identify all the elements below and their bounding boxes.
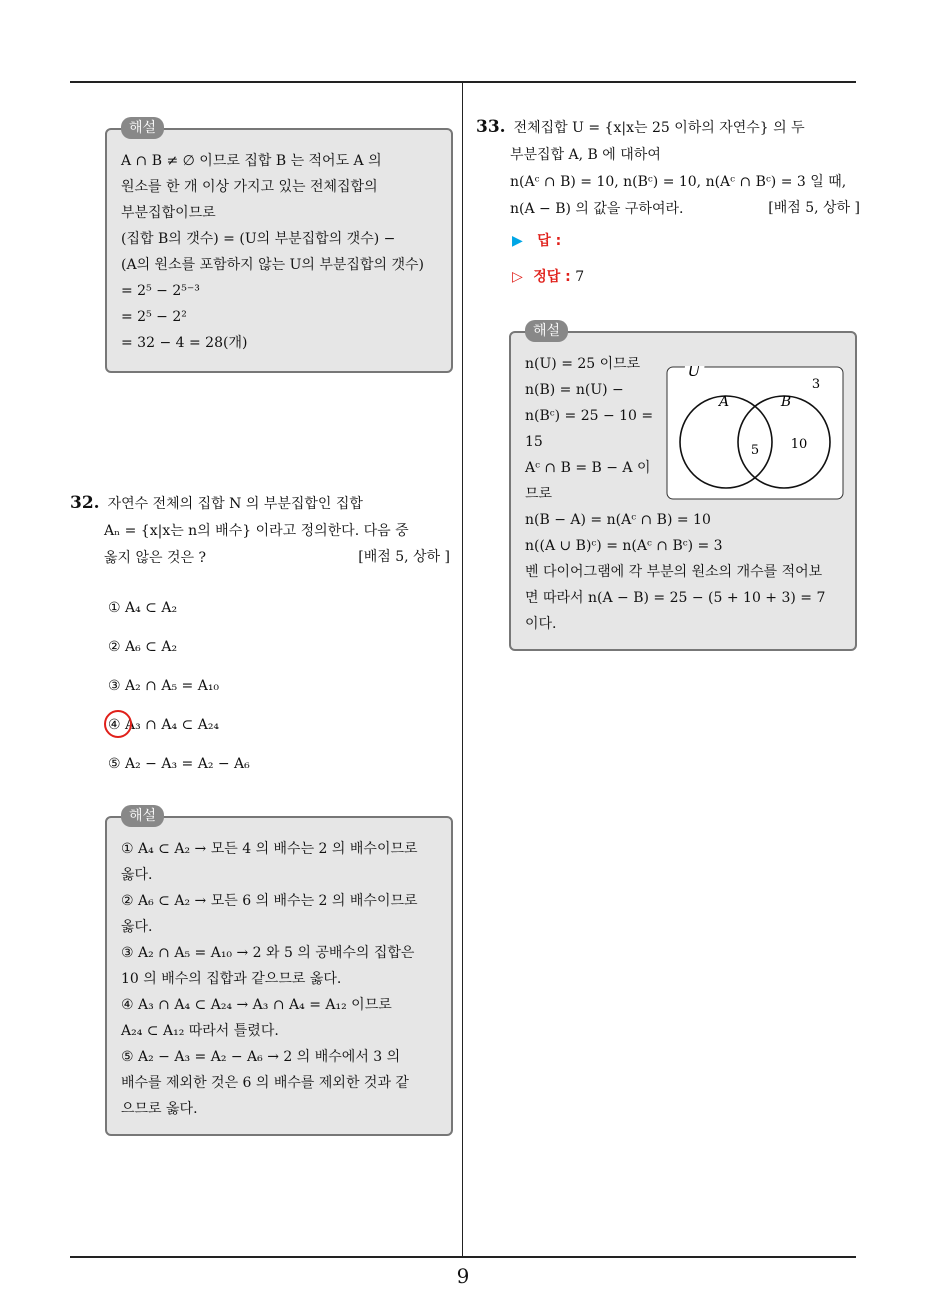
set-b-label: B [780,394,792,410]
text-line: 10 의 배수의 집합과 같으므로 옳다. [121,971,342,987]
correct-label: 정답 : [533,269,571,285]
solution-body [121,818,437,1122]
top-rule [70,81,856,83]
question-33-score: [배점 5, 상하 ] [768,200,860,216]
text-line: 원소를 한 개 이상 가지고 있는 전체집합의 [121,179,378,195]
question-line [476,142,860,169]
text-line: = 2⁵ − 2² [121,309,187,325]
text-line: Aᶜ ∩ B = B − A 이 [525,460,651,476]
play-arrow-icon: ▶ [512,233,523,249]
text-line: 부분집합이므로 [121,205,216,221]
text-line: 옳다. [121,867,153,883]
text-line: (A의 원소를 포함하지 않는 U의 부분집합의 갯수) [121,257,424,273]
solution-tag: 해설 [525,320,568,342]
text-line: n(B − A) = n(Aᶜ ∩ B) = 10 [525,512,711,528]
question-line [70,518,450,545]
text-line: 이다. [525,616,557,632]
text-line: ⑤ A₂ − A₃ = A₂ − A₆ → 2 의 배수에서 3 의 [121,1049,401,1065]
correct-answer-row [512,266,584,286]
question-32 [70,490,450,572]
text-line: ④ A₃ ∩ A₄ ⊂ A₂₄ → A₃ ∩ A₄ = A₁₂ 이므로 [121,997,392,1013]
choice-1[interactable]: ① A₄ ⊂ A₂ [108,600,178,616]
set-a-label: A [718,394,730,410]
answer-row [512,230,561,250]
universe-label: U [687,366,701,380]
question-number: 33. [476,117,506,137]
bottom-rule [70,1256,856,1258]
text-line: ② A₆ ⊂ A₂ → 모든 6 의 배수는 2 의 배수이므로 [121,893,418,909]
text-line: (집합 B의 갯수) = (U의 부분집합의 갯수) − [121,231,396,247]
solution-left-lines [525,351,665,507]
choice-5[interactable]: ⑤ A₂ − A₃ = A₂ − A₆ [108,756,250,772]
text-line: 벤 다이어그램에 각 부분의 원소의 개수를 적어보 [525,564,823,580]
venn-diagram [666,366,844,500]
question-line-text: n(A − B) 의 값을 구하여라. [510,201,684,217]
text-line: = 32 − 4 = 28(개) [121,335,248,351]
choice-3[interactable]: ③ A₂ ∩ A₅ = A₁₀ [108,678,220,694]
column-divider [462,83,463,1256]
text-line: 으므로 옳다. [121,1101,198,1117]
text-line: 므로 [525,486,553,502]
question-33 [476,114,860,223]
question-number: 32. [70,493,100,513]
text-line: n(U) = 25 이므로 [525,356,641,372]
solution-box-32 [105,808,453,1136]
question-32-score: [배점 5, 상하 ] [358,549,450,565]
question-line-text: 자연수 전체의 집합 N 의 부분집합인 집합 [107,496,363,512]
outside-value: 3 [811,377,821,392]
question-line-text: Aₙ = {x|x는 n의 배수} 이라고 정의한다. 다음 중 [104,523,409,539]
text-line: ③ A₂ ∩ A₅ = A₁₀ → 2 와 5 의 공배수의 집합은 [121,945,415,961]
text-line: 배수를 제외한 것은 6 의 배수를 제외한 것과 같 [121,1075,409,1091]
solution-tag: 해설 [121,805,164,827]
question-line-text: 부분집합 A, B 에 대하여 [510,147,661,163]
question-line [476,169,860,196]
triangle-outline-icon: ▷ [512,269,523,285]
text-line: 옳다. [121,919,153,935]
solution-tag: 해설 [121,117,164,139]
solution-body [121,130,437,356]
text-line: ① A₄ ⊂ A₂ → 모든 4 의 배수는 2 의 배수이므로 [121,841,418,857]
text-line: 면 따라서 n(A − B) = 25 − (5 + 10 + 3) = 7 [525,590,826,606]
answer-mark-circle [104,710,132,738]
question-line [476,114,860,142]
text-line: 15 [525,434,543,450]
text-line: = 2⁵ − 2⁵⁻³ [121,283,200,299]
answer-label: 답 : [537,233,562,249]
text-line: A ∩ B ≠ ∅ 이므로 집합 B 는 적어도 A 의 [121,153,382,169]
question-line-text: 옳지 않은 것은 ? [104,550,207,566]
text-line: n(Bᶜ) = 25 − 10 = [525,408,654,424]
choice-2[interactable]: ② A₆ ⊂ A₂ [108,639,178,655]
solution-full-lines [525,507,841,637]
text-line: n(B) = n(U) − [525,382,624,398]
b-only-value: 10 [790,437,808,452]
intersection-value: 5 [750,443,760,458]
choice-4[interactable]: ④ A₃ ∩ A₄ ⊂ A₂₄ [108,717,220,733]
text-line: n((A ∪ B)ᶜ) = n(Aᶜ ∩ Bᶜ) = 3 [525,538,723,554]
correct-value: 7 [575,269,585,285]
text-line: A₂₄ ⊂ A₁₂ 따라서 틀렸다. [121,1023,279,1039]
solution-box-31 [105,120,453,373]
page-number: 9 [456,1264,470,1288]
question-line [70,490,450,518]
question-line-text: 전체집합 U = {x|x는 25 이하의 자연수} 의 두 [513,120,805,136]
question-line-text: n(Aᶜ ∩ B) = 10, n(Bᶜ) = 10, n(Aᶜ ∩ Bᶜ) = 3 일 때, [510,174,847,190]
